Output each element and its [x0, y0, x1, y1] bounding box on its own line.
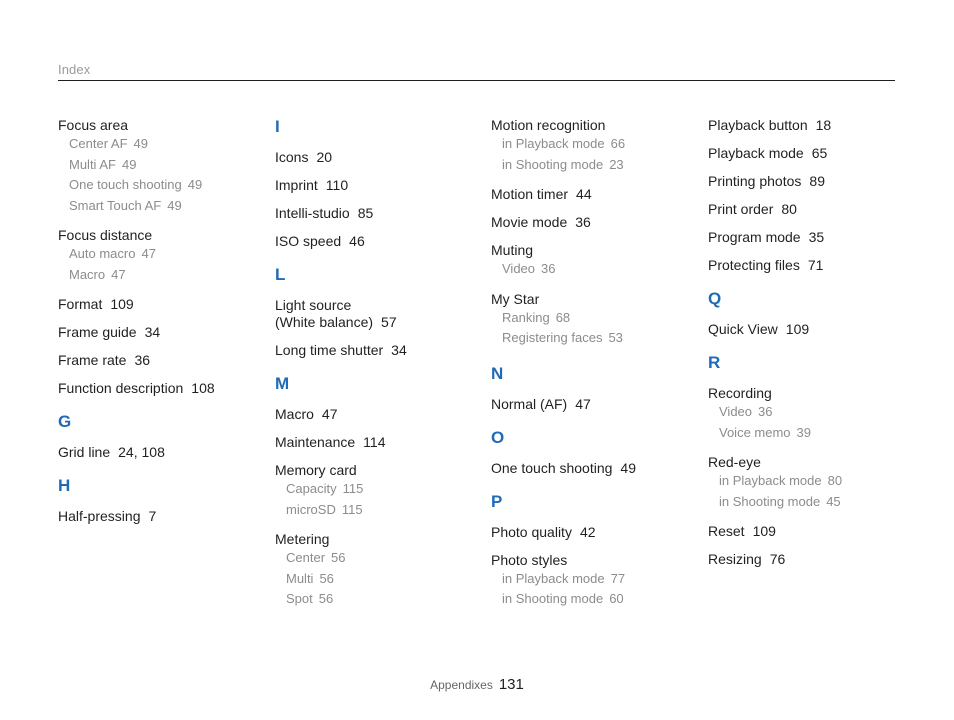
- footer-page-number: 131: [498, 676, 524, 693]
- index-term-text: Muting: [491, 242, 534, 258]
- index-subentry-text: in Shooting mode: [502, 591, 604, 606]
- index-term-text: Red-eye: [708, 454, 761, 470]
- index-entry: [275, 205, 485, 222]
- index-column-3: [491, 117, 701, 621]
- index-subentry-text: Multi: [286, 570, 314, 586]
- index-page-ref[interactable]: 20: [316, 149, 333, 165]
- index-entry: [275, 434, 485, 451]
- index-entry: [708, 454, 918, 512]
- index-subentry: [58, 134, 268, 155]
- index-term-text: Printing photos: [708, 173, 802, 189]
- index-section-letter: L: [275, 265, 286, 284]
- index-subentry: [275, 589, 485, 610]
- index-term: [708, 321, 918, 338]
- index-entry: [491, 186, 701, 203]
- index-term: [58, 296, 268, 313]
- index-subentry: [58, 175, 268, 196]
- index-subentry-text: Capacity: [286, 481, 337, 496]
- index-subentry: [491, 589, 701, 610]
- index-page-ref[interactable]: 68: [555, 309, 571, 325]
- index-entry: [708, 117, 918, 134]
- index-subentry: [708, 492, 918, 513]
- index-subentry: [491, 308, 701, 329]
- index-entry: [58, 444, 268, 461]
- index-section-letter: I: [275, 117, 280, 136]
- index-term-text: Metering: [275, 531, 330, 547]
- index-term: [491, 524, 701, 541]
- index-page-ref[interactable]: 71: [807, 257, 824, 273]
- index-term: [275, 149, 485, 166]
- index-entry: [491, 460, 701, 477]
- index-section-letter: R: [708, 353, 721, 372]
- index-entry: [58, 227, 268, 285]
- index-subentry: [275, 479, 485, 500]
- index-subentry: [275, 569, 485, 590]
- index-term: [491, 214, 701, 231]
- index-term: [708, 201, 918, 218]
- index-entry: [58, 296, 268, 313]
- index-term: [708, 145, 918, 162]
- index-page-ref[interactable]: 65: [811, 145, 828, 161]
- index-subentry-text: Center AF: [69, 136, 128, 151]
- index-term-text: Maintenance: [275, 434, 356, 450]
- index-term: [491, 396, 701, 413]
- index-entry: [275, 462, 485, 520]
- index-entry: [275, 297, 485, 331]
- index-term-text: Icons: [275, 149, 309, 165]
- index-page-ref[interactable]: 35: [808, 229, 825, 245]
- index-term: [491, 186, 701, 203]
- index-page-ref[interactable]: 115: [341, 501, 363, 517]
- index-term: [491, 460, 701, 477]
- index-page-ref[interactable]: 80: [781, 201, 797, 217]
- index-entry: [58, 508, 268, 525]
- page-footer: [0, 676, 954, 693]
- index-subentry: [58, 155, 268, 176]
- index-page-ref[interactable]: 110: [325, 177, 349, 193]
- index-page-ref[interactable]: 89: [809, 173, 825, 189]
- index-term-text: Frame guide: [58, 324, 137, 340]
- index-term: [275, 342, 485, 359]
- index-term-text: Movie mode: [491, 214, 568, 230]
- index-term: [58, 352, 268, 369]
- index-entry: [491, 524, 701, 541]
- index-entry: [275, 531, 485, 610]
- index-page-ref[interactable]: 36: [134, 352, 151, 368]
- index-term: [275, 406, 485, 423]
- index-term-text: Memory card: [275, 462, 357, 478]
- index-entry: [708, 201, 918, 218]
- index-section-letter: N: [491, 363, 504, 383]
- index-subentry: [275, 548, 485, 569]
- index-term-text: Intelli-studio: [275, 205, 350, 221]
- index-entry: [491, 214, 701, 231]
- index-term-text: Macro: [275, 406, 314, 422]
- page-header-label: Index: [58, 62, 91, 77]
- index-entry: [708, 385, 918, 443]
- index-subentry-text: in Playback mode: [502, 136, 605, 151]
- index-subentry: [58, 196, 268, 217]
- index-term: [275, 205, 485, 222]
- index-term-text: Motion timer: [491, 186, 569, 202]
- index-subentry: [275, 500, 485, 521]
- index-page-ref[interactable]: 66: [610, 136, 626, 151]
- index-page-ref[interactable]: 56: [318, 591, 334, 606]
- index-term: [275, 434, 485, 451]
- index-term-text: One touch shooting: [491, 459, 613, 476]
- index-term-text: Print order: [708, 201, 774, 217]
- index-page-ref[interactable]: 77: [610, 570, 626, 586]
- header-divider: [58, 80, 895, 81]
- index-term: [708, 257, 918, 274]
- index-term-text: Long time shutter: [275, 342, 384, 358]
- index-entry: [58, 352, 268, 369]
- index-term-text: Program mode: [708, 229, 801, 245]
- index-entry: [708, 257, 918, 274]
- index-term-text: Focus area: [58, 117, 129, 133]
- index-term-text: My Star: [491, 290, 540, 307]
- index-term-text: Protecting files: [708, 257, 800, 273]
- index-term: [58, 117, 268, 134]
- index-page-ref[interactable]: 18: [815, 117, 832, 133]
- index-subentry-text: Registering faces: [502, 330, 603, 345]
- index-page-ref[interactable]: 42: [579, 523, 596, 540]
- index-subentry-text: Center: [286, 550, 326, 565]
- index-subentry-text: in Playback mode: [719, 473, 822, 488]
- index-page-ref[interactable]: 60: [609, 591, 624, 606]
- index-subentry-text: Spot: [286, 591, 313, 606]
- index-page-ref[interactable]: 109: [110, 296, 134, 312]
- index-entry: [708, 321, 918, 338]
- index-page-ref[interactable]: 36: [575, 214, 591, 230]
- index-column-4: [708, 117, 918, 579]
- index-term-text: Playback button: [708, 117, 808, 133]
- index-term: [708, 385, 918, 402]
- index-subentry: [491, 569, 701, 590]
- footer-section-label: Appendixes: [430, 678, 493, 692]
- index-term: [708, 117, 918, 134]
- index-term-text: Motion recognition: [491, 117, 606, 133]
- index-term: [491, 552, 701, 569]
- index-section-letter: P: [491, 491, 503, 511]
- index-entry: [491, 291, 701, 349]
- index-term-text: Photo styles: [491, 551, 568, 568]
- index-term: [708, 523, 918, 540]
- index-subentry: [58, 265, 268, 286]
- index-term: [491, 117, 701, 134]
- index-term-text: Format: [58, 296, 103, 312]
- index-page-ref[interactable]: 45: [826, 493, 841, 509]
- index-page-ref[interactable]: 34: [391, 342, 407, 358]
- index-term: [58, 508, 268, 525]
- index-subentry-text: One touch shooting: [69, 177, 182, 192]
- index-term: [275, 297, 485, 331]
- index-term-text: Focus distance: [58, 227, 153, 243]
- index-page-ref[interactable]: 7: [148, 508, 157, 524]
- index-page-ref[interactable]: 49: [187, 177, 203, 192]
- index-entry: [58, 324, 268, 341]
- index-page-ref[interactable]: 80: [827, 473, 843, 488]
- index-term-text: Reset: [708, 523, 745, 539]
- index-page-ref[interactable]: 53: [608, 330, 623, 345]
- index-term-text: Function description: [58, 380, 184, 396]
- index-term: [275, 531, 485, 548]
- index-subentry: [708, 402, 918, 423]
- index-entry: [275, 406, 485, 423]
- index-page-ref[interactable]: 114: [363, 434, 386, 450]
- index-subentry: [491, 155, 701, 176]
- index-term-text: Frame rate: [58, 352, 127, 368]
- index-page-ref[interactable]: 108: [191, 380, 215, 396]
- index-subentry-text: Video: [502, 261, 536, 276]
- index-term-text: Recording: [708, 385, 772, 401]
- index-subentry-text: microSD: [286, 501, 336, 517]
- index-term: [708, 454, 918, 471]
- index-subentry: [708, 423, 918, 444]
- index-subentry: [491, 259, 701, 280]
- index-page-ref[interactable]: 23: [609, 156, 624, 172]
- index-term: [491, 242, 701, 259]
- index-entry: [275, 149, 485, 166]
- index-entry: [708, 173, 918, 190]
- index-page-ref[interactable]: 115: [342, 481, 364, 496]
- index-subentry-text: in Shooting mode: [502, 156, 604, 172]
- index-column-2: [275, 117, 485, 621]
- index-subentry-text: Ranking: [502, 309, 550, 325]
- index-entry: [491, 552, 701, 610]
- index-term: [275, 233, 485, 250]
- index-page-ref[interactable]: 56: [319, 570, 334, 586]
- index-section-letter: O: [491, 427, 505, 447]
- index-section-letter: M: [275, 374, 290, 393]
- index-term: [275, 177, 485, 194]
- index-entry: [58, 117, 268, 216]
- index-term-text: Light source (White balance): [275, 297, 374, 330]
- index-page-ref[interactable]: 46: [349, 233, 365, 249]
- index-term-text: Normal (AF): [491, 395, 568, 412]
- index-page-ref[interactable]: 109: [752, 523, 776, 539]
- index-entry: [708, 523, 918, 540]
- index-term: [58, 380, 268, 397]
- index-section-letter: G: [58, 412, 72, 431]
- index-term: [58, 227, 268, 244]
- index-page-ref[interactable]: 47: [111, 266, 126, 282]
- index-subentry-text: Auto macro: [69, 246, 136, 261]
- index-subentry: [491, 328, 701, 349]
- index-subentry: [491, 134, 701, 155]
- index-page-ref[interactable]: 76: [769, 551, 786, 567]
- index-page-ref[interactable]: 44: [576, 186, 592, 202]
- index-page-ref[interactable]: 34: [144, 324, 161, 340]
- index-entry: [491, 396, 701, 413]
- index-term-text: Grid line: [58, 444, 111, 460]
- index-entry: [491, 242, 701, 280]
- index-page-ref[interactable]: 49: [167, 197, 182, 213]
- index-term: [58, 324, 268, 341]
- index-page-ref[interactable]: 56: [331, 550, 346, 565]
- index-entry: [275, 233, 485, 250]
- index-term: [708, 229, 918, 246]
- index-term: [708, 551, 918, 568]
- index-page-ref[interactable]: 39: [796, 424, 812, 440]
- index-page-ref[interactable]: 49: [133, 136, 148, 151]
- index-entry: [708, 229, 918, 246]
- index-page-ref[interactable]: 49: [620, 459, 636, 476]
- index-term-text: Half-pressing: [58, 508, 141, 524]
- index-page-ref[interactable]: 47: [321, 406, 338, 422]
- index-entry: [491, 117, 701, 175]
- index-entry: [708, 145, 918, 162]
- index-subentry-text: Macro: [69, 266, 106, 282]
- index-term-text: Quick View: [708, 321, 778, 337]
- index-term: [708, 173, 918, 190]
- index-page-ref[interactable]: 47: [575, 395, 591, 412]
- index-subentry-text: in Shooting mode: [719, 493, 821, 509]
- index-term-text: Imprint: [275, 177, 318, 193]
- index-page-ref[interactable]: 109: [785, 321, 810, 337]
- index-entry: [275, 342, 485, 359]
- index-subentry: [58, 244, 268, 265]
- index-term: [275, 462, 485, 479]
- index-subentry-text: Multi AF: [69, 156, 116, 172]
- index-subentry: [708, 471, 918, 492]
- index-column-1: [58, 117, 268, 536]
- index-subentry-text: in Playback mode: [502, 570, 605, 586]
- index-section-letter: H: [58, 476, 71, 495]
- index-page-ref[interactable]: 36: [758, 404, 773, 419]
- index-subentry-text: Voice memo: [719, 424, 791, 440]
- index-term-text: Photo quality: [491, 523, 572, 540]
- index-subentry-text: Video: [719, 404, 753, 419]
- index-page-ref[interactable]: 24, 108: [118, 444, 165, 460]
- index-page-ref[interactable]: 36: [541, 261, 556, 276]
- index-term-text: ISO speed: [275, 233, 342, 249]
- index-page-ref[interactable]: 49: [121, 156, 137, 172]
- index-page-ref[interactable]: 47: [141, 246, 156, 261]
- index-term: [58, 444, 268, 461]
- index-page-ref[interactable]: 57: [381, 314, 397, 330]
- index-term-text: Playback mode: [708, 145, 804, 161]
- index-entry: [58, 380, 268, 397]
- index-entry: [275, 177, 485, 194]
- index-entry: [708, 551, 918, 568]
- index-page-ref[interactable]: 85: [357, 205, 374, 221]
- index-section-letter: Q: [708, 289, 722, 308]
- index-subentry-text: Smart Touch AF: [69, 197, 162, 213]
- index-term-text: Resizing: [708, 551, 762, 567]
- index-term: [491, 291, 701, 308]
